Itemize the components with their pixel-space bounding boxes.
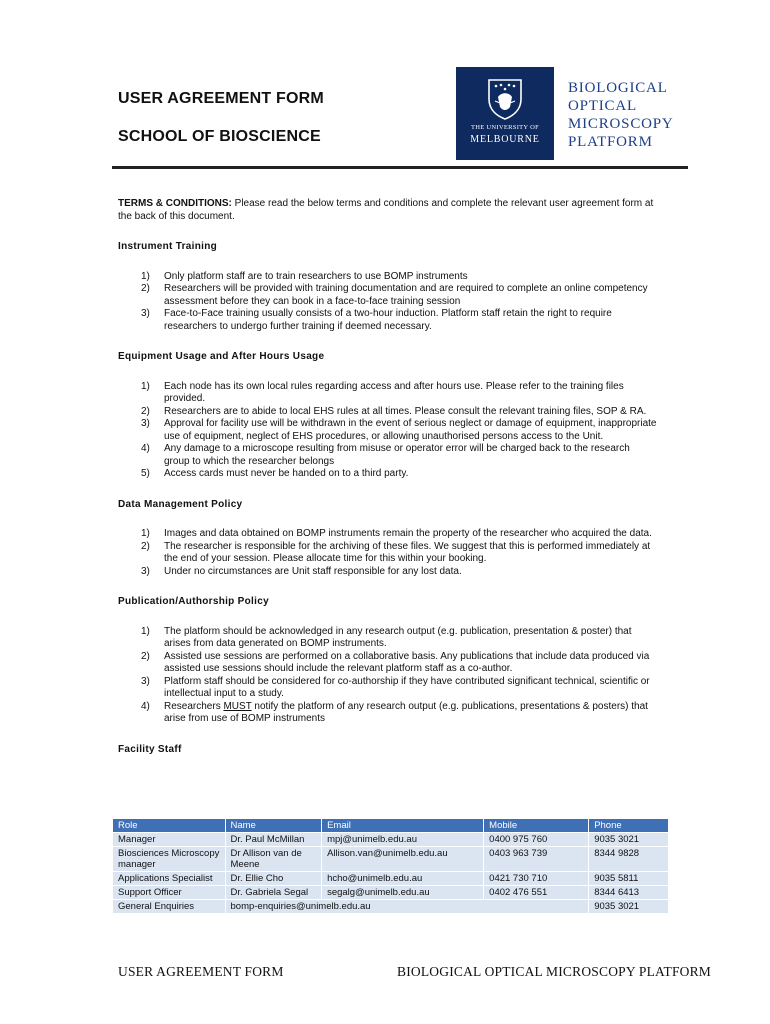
table-cell-email: bomp-enquiries@unimelb.edu.au	[225, 900, 589, 914]
list-item-text: Images and data obtained on BOMP instruments remain the property of the researcher who acquired the data.	[164, 528, 652, 539]
publication-list	[118, 626, 658, 726]
list-item-text: The researcher is responsible for the archiving of these files. We suggest that this is performed immediately at the end of your session. Please allocate time for this within your booking.	[164, 540, 651, 564]
instrument-training-list	[118, 271, 658, 334]
table-cell: Dr. Paul McMillan	[225, 833, 322, 847]
platform-line: BIOLOGICAL	[568, 80, 668, 96]
list-item-text: Each node has its own local rules regarding access and after hours use. Please refer to the training files provided.	[164, 380, 624, 404]
list-item: 1) Images and data obtained on BOMP instruments remain the property of the researcher who acquired the data.	[141, 528, 652, 539]
section-title-facility-staff: Facility Staff	[118, 743, 182, 755]
terms-text: Please read the below terms and conditions and complete the relevant user agreement form at the back of this document.	[118, 198, 654, 222]
table-cell: General Enquiries	[113, 900, 226, 914]
section-title-publication: Publication/Authorship Policy	[118, 596, 269, 607]
table-cell: Allison.van@unimelb.edu.au	[322, 847, 484, 872]
logo-melbourne-line: MELBOURNE	[470, 134, 540, 145]
list-item-text: Under no circumstances are Unit staff responsible for any lost data.	[164, 565, 462, 577]
table-cell: 8344 6413	[589, 886, 668, 900]
table-cell: 9035 3021	[589, 900, 668, 914]
list-item: 3) Face-to-Face training usually consists of a two-hour induction. Platform staff retain the right to require researchers to undergo further training if deemed necessary.	[141, 308, 612, 332]
platform-line: MICROSCOPY	[568, 116, 674, 132]
table-row	[113, 847, 669, 872]
list-item: 4) Researchers MUST notify the platform of any research output (e.g. publications, presentations & posters) that arise from use of BOMP instruments	[141, 700, 648, 724]
list-item-text: Any damage to a microscope resulting from misuse or operator error will be charged back to the research group to which the researcher belongs	[164, 443, 630, 467]
table-row	[113, 886, 669, 900]
equipment-usage-list	[118, 381, 658, 481]
school-title: SCHOOL OF BIOSCIENCE	[118, 128, 321, 145]
data-management-list	[118, 528, 658, 578]
table-cell: Support Officer	[113, 886, 226, 900]
university-logo	[456, 67, 554, 160]
table-row	[113, 872, 669, 886]
logo-university-line: THE UNIVERSITY OF	[470, 124, 540, 131]
table-header-row	[113, 819, 669, 833]
list-item: 3) Platform staff should be considered for co-authorship if they have contributed significant technical, scientific or intellectual input to a study.	[141, 675, 650, 699]
list-item: 2) Researchers are to abide to local EHS rules at all times. Please consult the relevant training files, SOP & RA.	[141, 405, 647, 417]
platform-name	[568, 79, 674, 151]
column-header: Phone	[589, 819, 668, 833]
platform-line: OPTICAL	[568, 98, 637, 114]
list-item-text: Researchers will be provided with training documentation and are required to complete an online competency assessment before they can book in a face-to-face training session	[164, 283, 648, 307]
table-cell: Dr Allison van de Meene	[225, 847, 322, 872]
table-row	[113, 833, 669, 847]
column-header: Mobile	[484, 819, 589, 833]
table-cell: 9035 5811	[589, 872, 668, 886]
table-cell: Applications Specialist	[113, 872, 226, 886]
table-cell: 0421 730 710	[484, 872, 589, 886]
list-item: 4) Any damage to a microscope resulting from misuse or operator error will be charged back to the research group to which the researcher belongs	[141, 443, 630, 467]
list-item: 2) The researcher is responsible for the archiving of these files. We suggest that this is performed immediately at the end of your session. Please allocate time for this within your booking.	[141, 540, 651, 564]
table-cell: Dr. Gabriela Segal	[225, 886, 322, 900]
facility-staff-table	[112, 819, 668, 913]
footer-right: BIOLOGICAL OPTICAL MICROSCOPY PLATFORM	[397, 964, 712, 979]
list-item-text: Only platform staff are to train researchers to use BOMP instruments	[164, 270, 468, 282]
section-title-equipment-usage: Equipment Usage and After Hours Usage	[118, 351, 325, 362]
column-header: Role	[113, 819, 226, 833]
section-title-instrument-training: Instrument Training	[118, 241, 218, 252]
table-cell: Biosciences Microscopy manager	[113, 847, 226, 872]
list-item-text: The platform should be acknowledged in any research output (e.g. publication, presentation & poster) that arises from data generated on BOMP instruments.	[164, 625, 632, 649]
list-item-text: Face-to-Face training usually consists of a two-hour induction. Platform staff retain the right to require researchers to undergo further training if deemed necessary.	[164, 308, 612, 332]
list-item-text: Platform staff should be considered for co-authorship if they have contributed significant technical, scientific or intellectual input to a study.	[164, 675, 650, 699]
terms-intro	[118, 198, 658, 223]
list-item: 3) Under no circumstances are Unit staff responsible for any lost data.	[141, 565, 462, 577]
table-cell: 8344 9828	[589, 847, 668, 872]
list-item: 5) Access cards must never be handed on to a third party.	[141, 468, 409, 479]
list-item: 3) Approval for facility use will be withdrawn in the event of serious neglect or damage of equipment, inappropriate use of equipment, neglect of EHS procedures, or allowing unauthorised persons access to the Unit.	[141, 418, 657, 442]
table-cell: 0402 476 551	[484, 886, 589, 900]
table-cell: Manager	[113, 833, 226, 847]
list-item-text: Researchers are to abide to local EHS rules at all times. Please consult the relevant training files, SOP & RA.	[164, 405, 647, 417]
crest-icon	[486, 77, 524, 121]
list-item-text: Assisted use sessions are performed on a collaborative basis. Any publications that include data produced via assisted use sessions should include the relevant platform staff as a co-author.	[164, 650, 650, 674]
column-header: Name	[225, 819, 322, 833]
list-item: 1) The platform should be acknowledged in any research output (e.g. publication, presentation & poster) that arises from data generated on BOMP instruments.	[141, 625, 632, 649]
list-item-text: Access cards must never be handed on to a third party.	[164, 468, 409, 479]
list-item-text: Researchers MUST notify the platform of any research output (e.g. publications, presentations & posters) that arise from use of BOMP instruments	[164, 700, 648, 724]
platform-line: PLATFORM	[568, 134, 653, 150]
table-cell: hcho@unimelb.edu.au	[322, 872, 484, 886]
form-title: USER AGREEMENT FORM	[118, 90, 324, 107]
column-header: Email	[322, 819, 484, 833]
footer-left: USER AGREEMENT FORM	[118, 964, 284, 979]
table-cell: 0403 963 739	[484, 847, 589, 872]
header-divider	[112, 166, 688, 169]
table-cell: mpj@unimelb.edu.au	[322, 833, 484, 847]
table-cell: segalg@unimelb.edu.au	[322, 886, 484, 900]
list-item: 1) Each node has its own local rules regarding access and after hours use. Please refer to the training files provided.	[141, 380, 624, 404]
table-cell: 0400 975 760	[484, 833, 589, 847]
terms-content	[118, 198, 658, 773]
section-title-data-management: Data Management Policy	[118, 498, 243, 510]
list-item: 2) Researchers will be provided with training documentation and are required to complete an online competency assessment before they can book in a face-to-face training session	[141, 283, 648, 307]
list-item: 1) Only platform staff are to train researchers to use BOMP instruments	[141, 270, 468, 282]
list-item-text: Approval for facility use will be withdrawn in the event of serious neglect or damage of equipment, inappropriate use of equipment, neglect of EHS procedures, or allowing unauthorised persons access to the Unit.	[164, 418, 657, 442]
table-row	[113, 900, 669, 914]
table-cell: 9035 3021	[589, 833, 668, 847]
table-cell: Dr. Ellie Cho	[225, 872, 322, 886]
list-item: 2) Assisted use sessions are performed on a collaborative basis. Any publications that include data produced via assisted use sessions should include the relevant platform staff as a co-author.	[141, 650, 650, 674]
terms-label: TERMS & CONDITIONS:	[118, 198, 232, 209]
